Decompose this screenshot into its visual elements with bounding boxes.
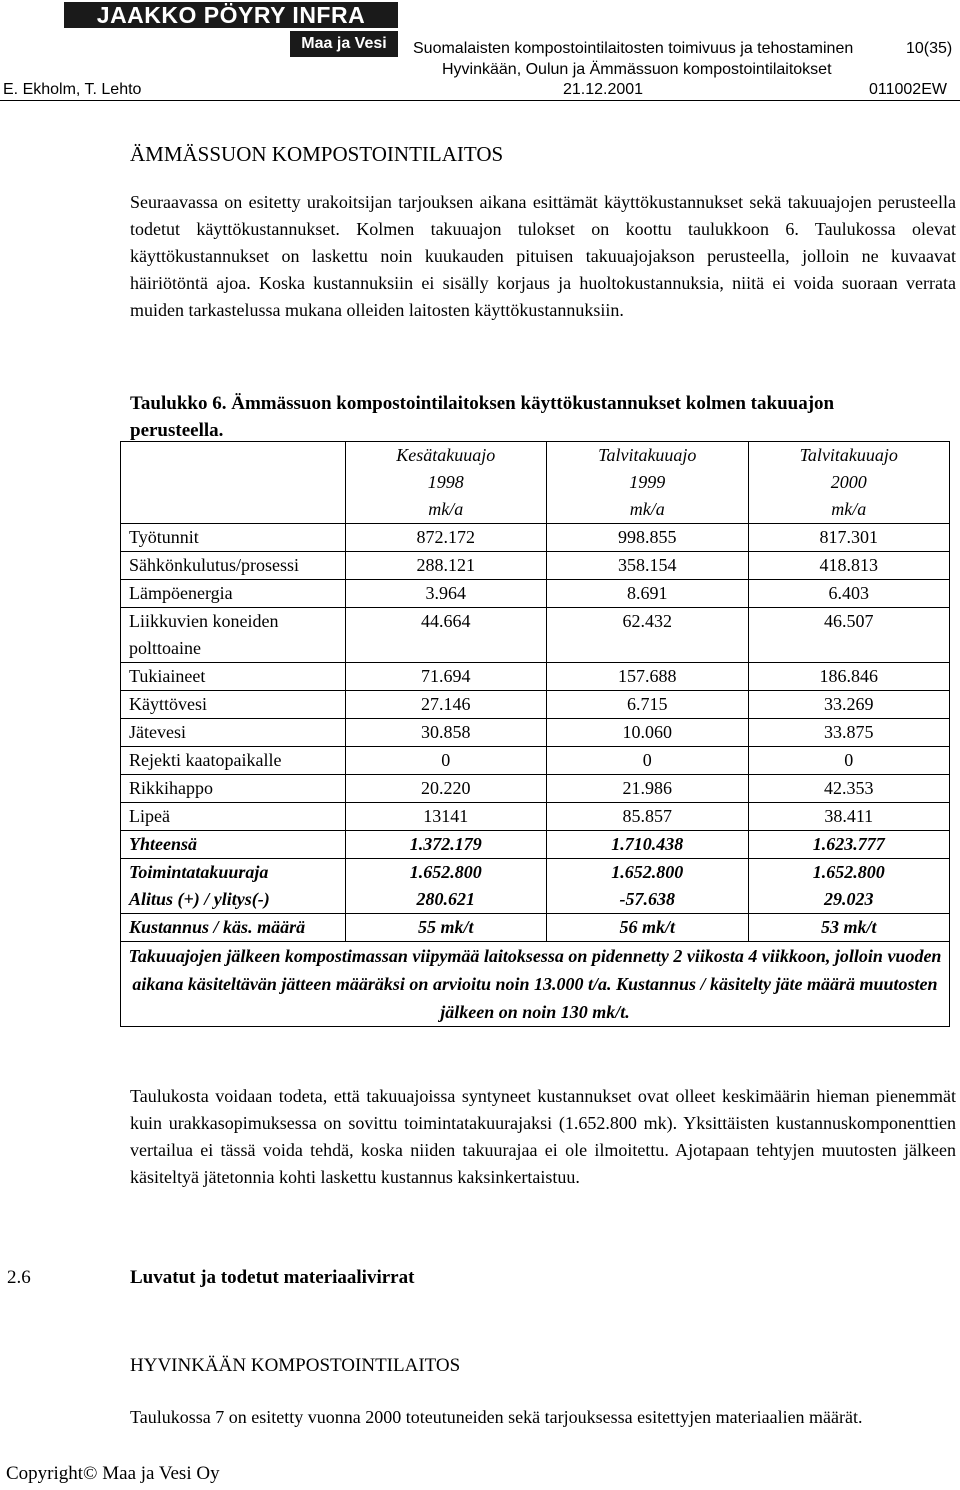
table-row	[121, 775, 950, 803]
header-empty-cell	[121, 442, 346, 524]
table-note: Takuuajojen jälkeen kompostimassan viipymää laitoksessa on pidennetty 2 viikosta 4 viikkoon, jolloin vuoden aikana käsiteltävän jätteen määräksi on arvioitu noin 13.000 t/a. Kustannus / käsitelty jäte määrä muutosten jälkeen on noin 130 mk/t.	[121, 942, 950, 1027]
document-date: 21.12.2001	[563, 81, 644, 98]
cell-value: 33.269	[748, 691, 950, 719]
subsection-title: HYVINKÄÄN KOMPOSTOINTILAITOS	[130, 1355, 461, 1376]
table-row	[121, 691, 950, 719]
guarantee-limit-value: 1.652.800	[812, 862, 885, 882]
column-unit: mk/a	[831, 499, 867, 519]
table-row	[121, 663, 950, 691]
cell-value: 85.857	[547, 803, 748, 831]
table-row	[121, 803, 950, 831]
section-number: 2.6	[7, 1267, 31, 1288]
header-divider	[0, 100, 960, 101]
total-value: 1.372.179	[345, 831, 546, 859]
table-row	[121, 747, 950, 775]
column-name: Talvitakuuajo	[598, 445, 697, 465]
guarantee-cell	[345, 859, 546, 914]
table-caption: Taulukko 6. Ämmässuon kompostointilaitoksen käyttökustannukset kolmen takuuajon perusteella.	[130, 393, 835, 441]
table-header-row	[121, 442, 950, 524]
total-label: Yhteensä	[121, 831, 346, 859]
row-label: Tukiaineet	[121, 663, 346, 691]
guarantee-diff-label: Alitus (+) / ylitys(-)	[129, 889, 270, 909]
cell-value: 13141	[345, 803, 546, 831]
cell-value: 998.855	[547, 524, 748, 552]
cell-value: 6.715	[547, 691, 748, 719]
row-label: Jätevesi	[121, 719, 346, 747]
cell-value: 30.858	[345, 719, 546, 747]
column-header	[345, 442, 546, 524]
column-year: 1998	[427, 472, 464, 492]
cell-value: 3.964	[345, 580, 546, 608]
cell-value: 8.691	[547, 580, 748, 608]
document-title: Suomalaisten kompostointilaitosten toimivuus ja tehostaminen	[413, 40, 854, 57]
unit-cost-value: 56 mk/t	[547, 914, 748, 942]
final-paragraph: Taulukossa 7 on esitetty vuonna 2000 toteutuneiden sekä tarjouksessa esitettyjen materiaalien määrät.	[130, 1407, 863, 1427]
guarantee-row	[121, 859, 950, 914]
cell-value: 288.121	[345, 552, 546, 580]
column-unit: mk/a	[629, 499, 665, 519]
column-year: 1999	[629, 472, 666, 492]
conclusion-paragraph: Taulukosta voidaan todeta, että takuuajoissa syntyneet kustannukset ovat olleet keskimäärin hieman pienemmät kuin urakkasopimuksessa on sovittu toimintatakuurajaksi (1.652.800 mk). Yksittäisten kustannuskomponenttien vertailua ei tässä voida tehdä, koska niiden takuurajaa ei ole ilmoitettu. Ajotapaan tehtyjen muutosten jälkeen käsiteltyä jätetonnia kohti laskettu kustannus kaksinkertaistuu.	[130, 1086, 956, 1187]
table-row	[121, 524, 950, 552]
total-value: 1.710.438	[547, 831, 748, 859]
row-label: Rikkihappo	[121, 775, 346, 803]
cell-value: 71.694	[345, 663, 546, 691]
cell-value: 62.432	[547, 608, 748, 663]
row-label: Rejekti kaatopaikalle	[121, 747, 346, 775]
cell-value: 20.220	[345, 775, 546, 803]
column-name: Kesätakuuajo	[396, 445, 496, 465]
guarantee-labels	[121, 859, 346, 914]
cell-value: 10.060	[547, 719, 748, 747]
total-row	[121, 831, 950, 859]
row-label: Lipeä	[121, 803, 346, 831]
row-label: Työtunnit	[121, 524, 346, 552]
note-row	[121, 942, 950, 1027]
company-sub-logo: Maa ja Vesi	[290, 31, 398, 57]
row-label: Lämpöenergia	[121, 580, 346, 608]
authors: E. Ekholm, T. Lehto	[3, 81, 142, 98]
column-header	[748, 442, 950, 524]
cell-value: 44.664	[345, 608, 546, 663]
table-row	[121, 719, 950, 747]
cell-value: 186.846	[748, 663, 950, 691]
column-header	[547, 442, 748, 524]
cell-value: 157.688	[547, 663, 748, 691]
total-value: 1.623.777	[748, 831, 950, 859]
guarantee-diff-value: -57.638	[619, 889, 676, 909]
column-name: Talvitakuuajo	[799, 445, 898, 465]
intro-paragraph: Seuraavassa on esitetty urakoitsijan tarjouksen aikana esittämät käyttökustannukset sekä takuuajojen perusteella todetut käyttökustannukset. Kolmen takuuajon tulokset on koottu taulukkoon 6. Taulukossa olevat käyttökustannukset on laskettu noin kuukauden pituisen takuuajojakson perusteella, jolloin ne kuvaavat häiriötöntä ajoa. Koska kustannuksiin ei sisälly korjaus ja huoltokustannuksia, niitä ei voida suoraan verrata muiden tarkastelussa mukana olleiden laitosten käyttökustannuksiin.	[130, 192, 956, 320]
column-unit: mk/a	[428, 499, 464, 519]
cell-value: 27.146	[345, 691, 546, 719]
guarantee-diff-value: 280.621	[416, 889, 476, 909]
cell-value: 817.301	[748, 524, 950, 552]
row-label: Sähkönkulutus/prosessi	[121, 552, 346, 580]
cell-value: 0	[748, 747, 950, 775]
guarantee-limit-label: Toimintatakuuraja	[129, 862, 269, 882]
cell-value: 46.507	[748, 608, 950, 663]
row-label: Käyttövesi	[121, 691, 346, 719]
guarantee-limit-value: 1.652.800	[611, 862, 684, 882]
copyright-footer: Copyright© Maa ja Vesi Oy	[6, 1463, 220, 1484]
cell-value: 6.403	[748, 580, 950, 608]
table-row	[121, 608, 950, 663]
cell-value: 21.986	[547, 775, 748, 803]
cell-value: 358.154	[547, 552, 748, 580]
cell-value: 0	[547, 747, 748, 775]
cell-value: 33.875	[748, 719, 950, 747]
unit-cost-value: 53 mk/t	[748, 914, 950, 942]
guarantee-cell	[547, 859, 748, 914]
page-number: 10(35)	[906, 40, 953, 57]
section-heading: Luvatut ja todetut materiaalivirrat	[130, 1267, 415, 1288]
document-subtitle: Hyvinkään, Oulun ja Ämmässuon kompostointilaitokset	[442, 61, 832, 78]
unit-cost-value: 55 mk/t	[345, 914, 546, 942]
unit-cost-row	[121, 914, 950, 942]
table-row	[121, 552, 950, 580]
document-code: 011002EW	[869, 81, 947, 98]
table-row	[121, 580, 950, 608]
cell-value: 872.172	[345, 524, 546, 552]
guarantee-limit-value: 1.652.800	[409, 862, 482, 882]
cell-value: 0	[345, 747, 546, 775]
cost-table	[120, 441, 950, 1027]
guarantee-diff-value: 29.023	[824, 889, 874, 909]
column-year: 2000	[830, 472, 867, 492]
unit-cost-label: Kustannus / käs. määrä	[121, 914, 346, 942]
cell-value: 42.353	[748, 775, 950, 803]
cell-value: 418.813	[748, 552, 950, 580]
row-label: Liikkuvien koneiden polttoaine	[121, 608, 346, 663]
cell-value: 38.411	[748, 803, 950, 831]
guarantee-cell	[748, 859, 950, 914]
section-title: ÄMMÄSSUON KOMPOSTOINTILAITOS	[130, 142, 504, 166]
company-logo: JAAKKO PÖYRY INFRA	[64, 2, 398, 28]
